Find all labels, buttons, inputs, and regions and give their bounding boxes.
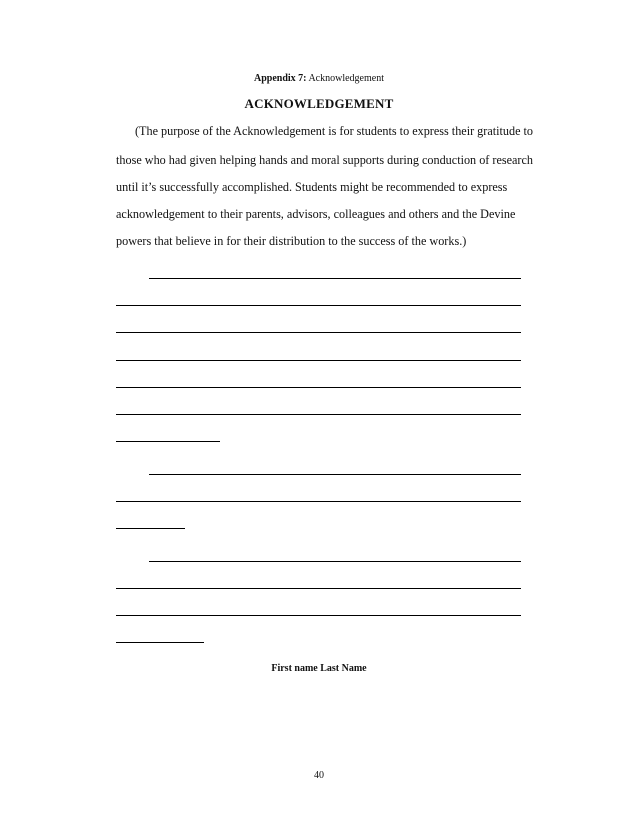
appendix-caption: [0, 73, 638, 84]
signature-name: First name Last Name: [271, 663, 367, 674]
paragraph-line-2: those who had given helping hands and moral supports during conduction of research: [116, 153, 533, 167]
writing-line: [149, 278, 521, 279]
writing-line: [116, 501, 521, 502]
writing-line: [116, 441, 220, 442]
writing-line: [116, 305, 521, 306]
page-title: ACKNOWLEDGEMENT: [244, 96, 394, 111]
paragraph-line-1: (The purpose of the Acknowledgement is for students to express their gratitude to: [135, 124, 534, 138]
writing-line: [116, 588, 521, 589]
writing-line: [116, 332, 521, 333]
appendix-title: Acknowledgement: [308, 73, 384, 84]
writing-line: [149, 474, 521, 475]
page-number: 40: [314, 770, 324, 781]
writing-line: [116, 642, 204, 643]
writing-line: [116, 360, 521, 361]
writing-line: [116, 414, 521, 415]
paragraph-line-4: acknowledgement to their parents, advisors, colleagues and others and the Devine: [116, 207, 516, 221]
paragraph-line-5: powers that believe in for their distribution to the success of the works.): [116, 234, 467, 248]
writing-line: [149, 561, 521, 562]
writing-line: [116, 615, 521, 616]
appendix-label: Appendix 7:: [253, 73, 307, 84]
writing-line: [116, 387, 521, 388]
writing-line: [116, 528, 185, 529]
paragraph-line-3: until it’s successfully accomplished. Students might be recommended to express: [116, 180, 508, 194]
